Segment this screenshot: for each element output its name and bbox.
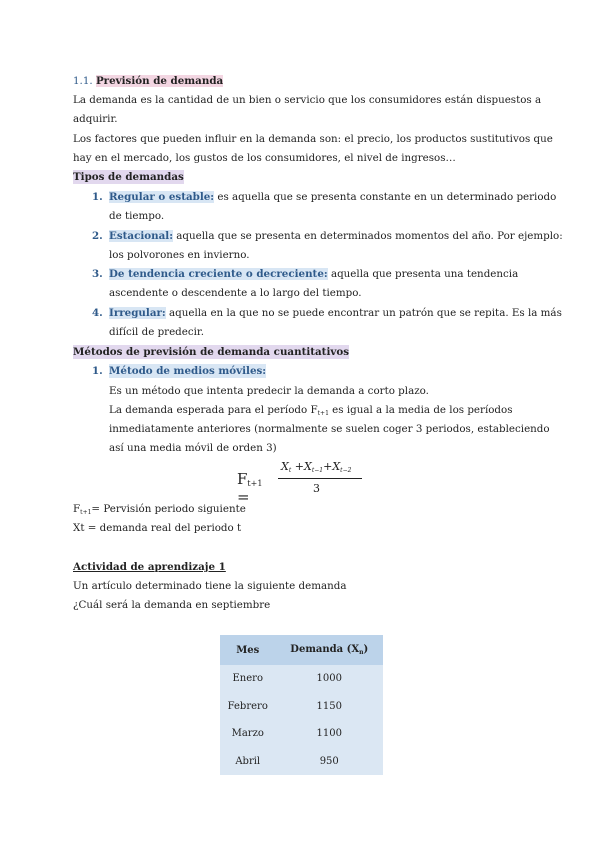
cell-demanda: 1100 [316, 728, 342, 740]
list-text-cont: los polvorones en invierno. [109, 249, 250, 261]
activity-title: Actividad de aprendizaje 1 [73, 561, 226, 573]
header-demanda-sub: n [359, 649, 364, 656]
factors-line-1: Los factores que pueden influir en la demanda son: el precio, los productos sustitutivos que [73, 133, 553, 145]
header-demanda-close: ) [363, 644, 369, 655]
legend-f-sub: t+1 [80, 509, 92, 516]
formula-lhs [237, 470, 262, 506]
section-number: 1.1. [73, 75, 93, 87]
fraction-bar [278, 478, 362, 479]
table-row [220, 665, 383, 693]
section-title: Previsión de demanda [95, 75, 224, 87]
method-desc-3: inmediatamente anteriores (normalmente se suelen coger 3 periodos, estableciendo [109, 423, 550, 435]
cell-demanda: 950 [319, 755, 339, 767]
formula-x2-sub: t−1 [311, 467, 324, 474]
legend-xt: Xt = demanda real del periodo t [73, 522, 242, 534]
formula-plus2: + [323, 460, 333, 473]
header-demanda [275, 635, 383, 665]
method-desc-2a: La demanda esperada para el período F [109, 404, 318, 416]
header-demanda-label: Demanda (X [290, 644, 360, 655]
method-title: Método de medios móviles: [109, 365, 267, 377]
table-header-row [220, 635, 383, 665]
method-desc-2-sub: t+1 [317, 410, 329, 417]
list-number: 1. [92, 191, 103, 203]
legend-f [73, 502, 246, 520]
section-heading [73, 74, 223, 88]
formula-f: F [237, 470, 248, 488]
table-row [220, 720, 383, 748]
list-text: aquella en la que no se puede encontrar un patrón que se repita. Es la más [165, 307, 562, 319]
list-number: 3. [92, 268, 103, 280]
activity-line-1: Un artículo determinado tiene la siguiente demanda [73, 580, 347, 592]
cell-mes: Abril [235, 755, 261, 767]
formula-eq: = [237, 488, 250, 506]
formula-x3: X [332, 460, 341, 473]
list-text: aquella que se presenta en determinados momentos del año. Por ejemplo: [173, 230, 563, 242]
legend-f-text: = Pervisión periodo siguiente [91, 503, 246, 515]
header-mes: Mes [220, 635, 275, 665]
intro-line-2: adquirir. [73, 113, 118, 125]
list-text-cont: de tiempo. [109, 210, 165, 222]
cell-mes: Enero [232, 673, 263, 685]
list-number: 2. [92, 230, 103, 242]
table-row [220, 693, 383, 721]
cell-mes: Marzo [231, 728, 264, 740]
cell-mes: Febrero [227, 700, 268, 712]
list-number: 4. [92, 307, 103, 319]
types-heading: Tipos de demandas [73, 171, 184, 183]
method-desc-1: Es un método que intenta predecir la demanda a corto plazo. [109, 385, 429, 397]
methods-heading: Métodos de previsión de demanda cuantitativos [73, 346, 349, 358]
activity-line-2: ¿Cuál será la demanda en septiembre [73, 599, 271, 611]
method-number: 1. [92, 365, 103, 377]
list-text-cont: difícil de predecir. [109, 326, 204, 338]
formula-plus1: + [291, 460, 304, 473]
cell-demanda: 1000 [316, 673, 342, 685]
formula-f-sub: t+1 [247, 479, 263, 488]
list-text: aquella que presenta una tendencia [327, 268, 519, 280]
table-row [220, 748, 383, 776]
formula-numerator [281, 460, 351, 474]
demand-table [220, 635, 383, 775]
factors-line-2: hay en el mercado, los gustos de los consumidores, el nivel de ingresos… [73, 152, 456, 164]
formula-x3-sub: t−2 [340, 467, 352, 474]
method-desc-4: así una media móvil de orden 3) [109, 442, 277, 454]
formula-x2: X [303, 460, 312, 473]
formula-x1: X [281, 460, 289, 473]
intro-line-1: La demanda es la cantidad de un bien o servicio que los consumidores están dispuestos a [73, 94, 542, 106]
method-desc-2b: es igual a la media de los períodos [328, 404, 513, 416]
legend-f-label: F [73, 503, 81, 515]
list-term: De tendencia creciente o decreciente: [109, 268, 328, 280]
list-term: Regular o estable: [109, 191, 215, 203]
method-desc-2 [109, 403, 513, 421]
formula-denominator: 3 [313, 482, 320, 495]
list-text-cont: ascendente o descendente a lo largo del tiempo. [109, 287, 362, 299]
list-text: es aquella que se presenta constante en un determinado periodo [214, 191, 557, 203]
list-term: Irregular: [109, 307, 166, 319]
list-term: Estacional: [109, 230, 173, 242]
formula-x1-sub: t [288, 467, 292, 474]
cell-demanda: 1150 [316, 700, 342, 712]
